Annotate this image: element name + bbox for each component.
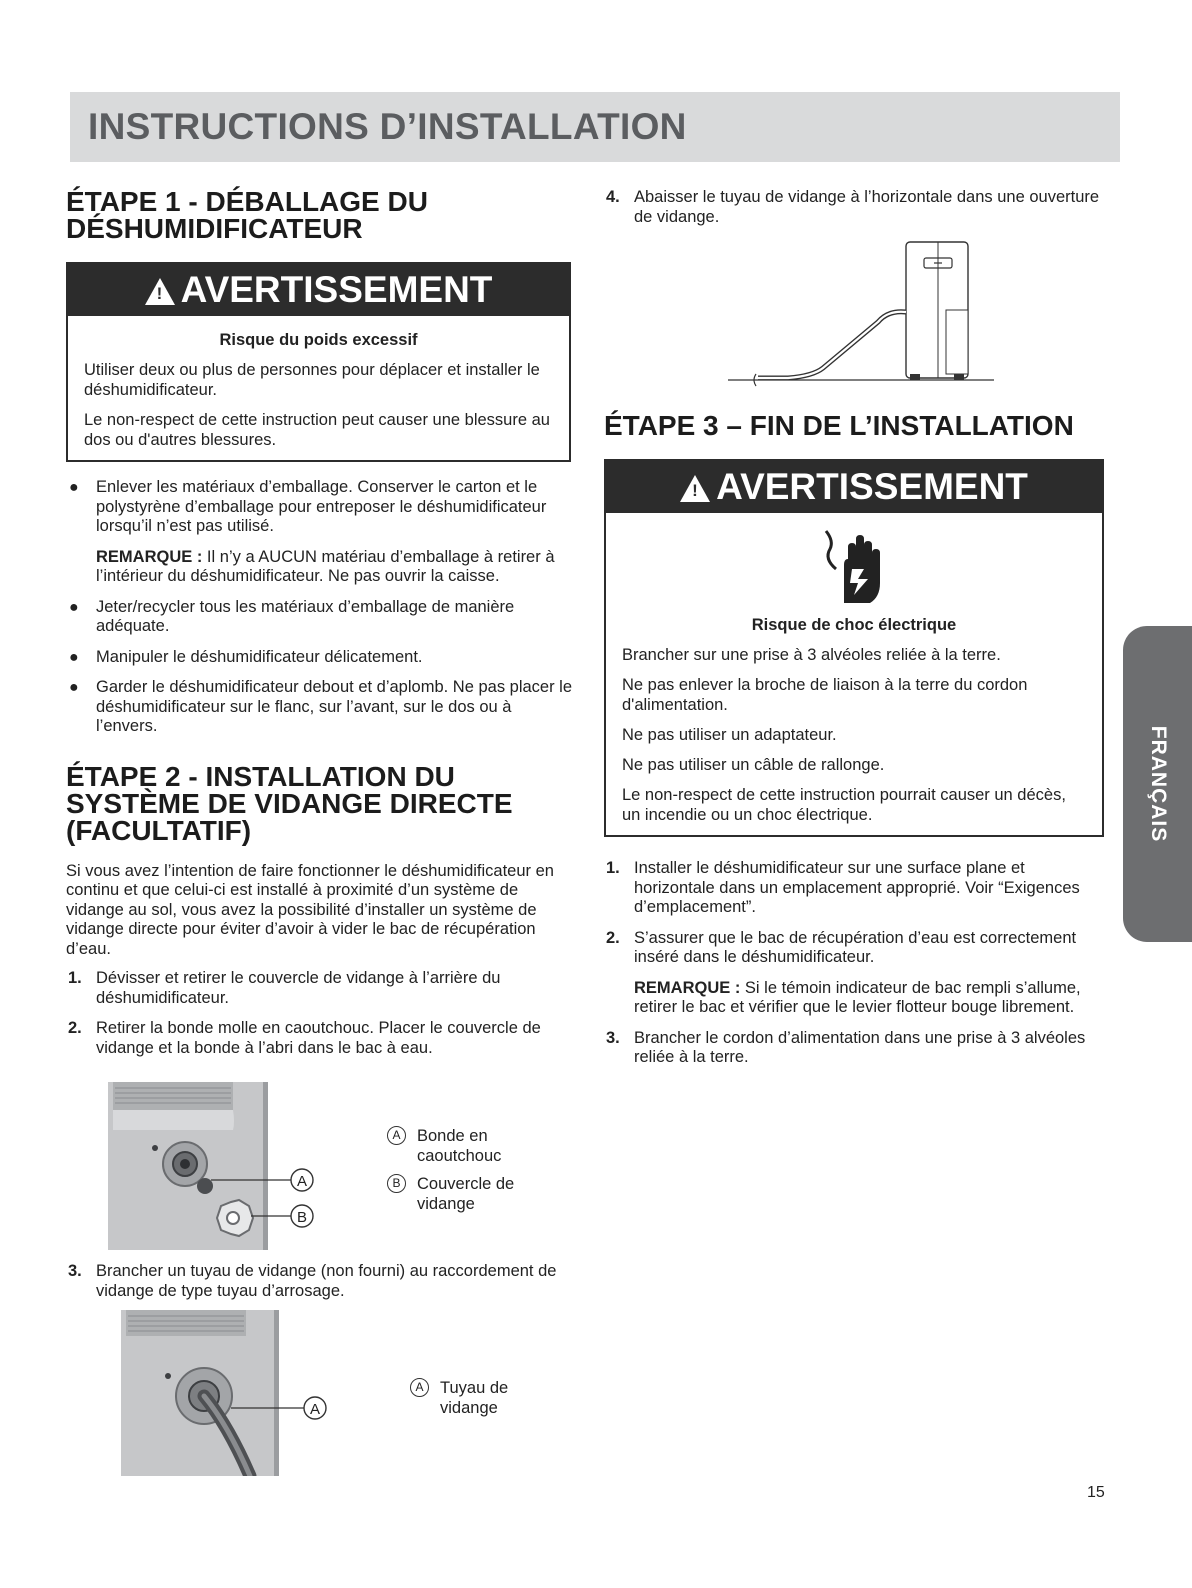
callout-a-label-2: A <box>309 1401 321 1418</box>
step3-note: REMARQUE : Si le témoin indicateur de bac rempli s’allume, retirer le bac et vérifier que le levier flotteur bouge librement. <box>634 978 1081 1016</box>
warning-subtitle: Risque du poids excessif <box>219 331 418 349</box>
warning-body-2 <box>606 513 1102 835</box>
warning-line: Brancher sur une prise à 3 alvéoles reliée à la terre. <box>622 646 1001 664</box>
legend-b-text: Couvercle de vidange <box>417 1175 515 1213</box>
fig1-legend <box>387 1126 557 1222</box>
bullet-dot-icon: ● <box>69 679 79 696</box>
bullet-item: ● Manipuler le déshumidificateur délicatement. <box>69 647 423 666</box>
step3-item-2: 2. S’assurer que le bac de récupération d’eau est correctement inséré dans le déshumidificateur. <box>606 928 1077 966</box>
step3-item-1: 1. Installer le déshumidificateur sur une surface plane et horizontale dans un emplacement approprié. Voir “Exigences d’emplacement”. <box>606 859 1080 916</box>
step3-list <box>604 859 1104 968</box>
step1-title-line1: ÉTAPE 1 - DÉBALLAGE DU <box>66 186 428 217</box>
warning-line: Ne pas utiliser un adaptateur. <box>622 726 837 744</box>
step3-list-cont <box>604 1029 1104 1068</box>
warning-header-2 <box>606 461 1102 513</box>
warning-line: Le non-respect de cette instruction pourrait causer un décès, un incendie ou un choc électrique. <box>622 786 1066 824</box>
left-column <box>66 188 576 1069</box>
page-title: INSTRUCTIONS D’INSTALLATION <box>88 106 687 147</box>
language-side-tab <box>1123 626 1192 942</box>
legend-a-badge: A <box>387 1126 406 1145</box>
drain-cover-illustration <box>105 1082 325 1250</box>
step2-intro: Si vous avez l’intention de faire fonctionner le déshumidificateur en continu et que celui-ci est installé à proximité d’un système de vidange au sol, vous avez la possibilité d’installer un système de vidange directe pour éviter d’avoir à vider le bac de récupération d’eau. <box>66 861 554 958</box>
callout-a-label: A <box>296 1173 308 1190</box>
step1-title-line2: DÉSHUMIDIFICATEUR <box>66 213 363 244</box>
bullet-dot-icon: ● <box>69 479 79 496</box>
legend-a-text: Bonde en caoutchouc <box>417 1127 502 1165</box>
electric-shock-hazard-icon <box>622 525 1086 609</box>
electric-warning-box <box>604 459 1104 837</box>
legend-item-a-2 <box>410 1378 560 1418</box>
warning-header <box>68 264 569 316</box>
legend-item-a <box>387 1126 557 1166</box>
step3-section <box>604 412 1104 1079</box>
step2-list-cont <box>66 1262 576 1312</box>
right-column <box>604 188 1104 238</box>
warning-line: Ne pas utiliser un câble de rallonge. <box>622 756 885 774</box>
legend-a-text-2: Tuyau de vidange <box>440 1379 509 1417</box>
unpacking-bullet-list <box>66 478 576 537</box>
bullet-item: ● Jeter/recycler tous les matériaux d’emballage de manière adéquate. <box>69 597 515 635</box>
header-bar <box>70 92 1120 162</box>
bullet-dot-icon: ● <box>69 598 79 616</box>
warning-heading: AVERTISSEMENT <box>180 269 493 310</box>
legend-item-b <box>387 1174 557 1214</box>
warning-body <box>68 316 569 460</box>
step1-title <box>66 188 576 242</box>
unpacking-bullet-list-2 <box>66 598 576 737</box>
warning-triangle-icon <box>145 278 175 305</box>
warning-subtitle-2: Risque de choc électrique <box>751 616 957 634</box>
drain-hose-illustration <box>118 1310 338 1476</box>
legend-a-badge-2: A <box>410 1378 429 1397</box>
warning-line: Ne pas enlever la broche de liaison à la terre du cordon d'alimentation. <box>622 676 1028 714</box>
page-number: 15 <box>1087 1484 1105 1501</box>
warning-line: Utiliser deux ou plus de personnes pour déplacer et installer le déshumidificateur. <box>84 361 540 399</box>
warning-line: Le non-respect de cette instruction peut causer une blessure au dos ou d'autres blessures. <box>84 411 550 449</box>
step2-item-2: 2. Retirer la bonde molle en caoutchouc. Placer le couvercle de vidange et la bonde à l’abri dans le bac à eau. <box>68 1019 541 1057</box>
step2-title: ÉTAPE 2 - INSTALLATION DU SYSTÈME DE VIDANGE DIRECTE (FACULTATIF) <box>66 760 513 846</box>
weight-warning-box <box>66 262 571 462</box>
bullet-item: ● Garder le déshumidificateur debout et d’aplomb. Ne pas placer le déshumidificateur sur le flanc, sur l’avant, sur le dos ou à l’envers. <box>69 678 573 735</box>
fig2-legend <box>410 1378 560 1426</box>
warning-triangle-icon <box>680 475 710 502</box>
warning-heading-2: AVERTISSEMENT <box>716 466 1028 507</box>
bullet-item: ● Enlever les matériaux d’emballage. Conserver le carton et le polystyrène d’emballage pour entreposer le déshumidificateur lorsqu’il n’est pas utilisé. <box>69 478 547 535</box>
step2-item-3: 3. Brancher un tuyau de vidange (non fourni) au raccordement de vidange de type tuyau d’arrosage. <box>68 1262 557 1300</box>
dehumidifier-drain-illustration <box>728 238 994 388</box>
step3-item-3: 3. Brancher le cordon d’alimentation dans une prise à 3 alvéoles reliée à la terre. <box>606 1028 1086 1066</box>
step2-list <box>66 969 576 1058</box>
step2-item-1: 1. Dévisser et retirer le couvercle de vidange à l’arrière du déshumidificateur. <box>68 969 501 1007</box>
legend-b-badge: B <box>387 1174 406 1193</box>
unpacking-note: REMARQUE : Il n’y a AUCUN matériau d’emballage à retirer à l’intérieur du déshumidificateur. Ne pas ouvrir la caisse. <box>96 547 555 585</box>
step2-item-4: 4. Abaisser le tuyau de vidange à l’horizontale dans une ouverture de vidange. <box>606 188 1100 226</box>
step2-list-end <box>604 188 1104 227</box>
step3-title: ÉTAPE 3 – FIN DE L’INSTALLATION <box>604 410 1074 441</box>
language-label: FRANÇAIS <box>1146 725 1170 843</box>
bullet-dot-icon: ● <box>69 648 79 666</box>
callout-b-label: B <box>296 1209 308 1226</box>
